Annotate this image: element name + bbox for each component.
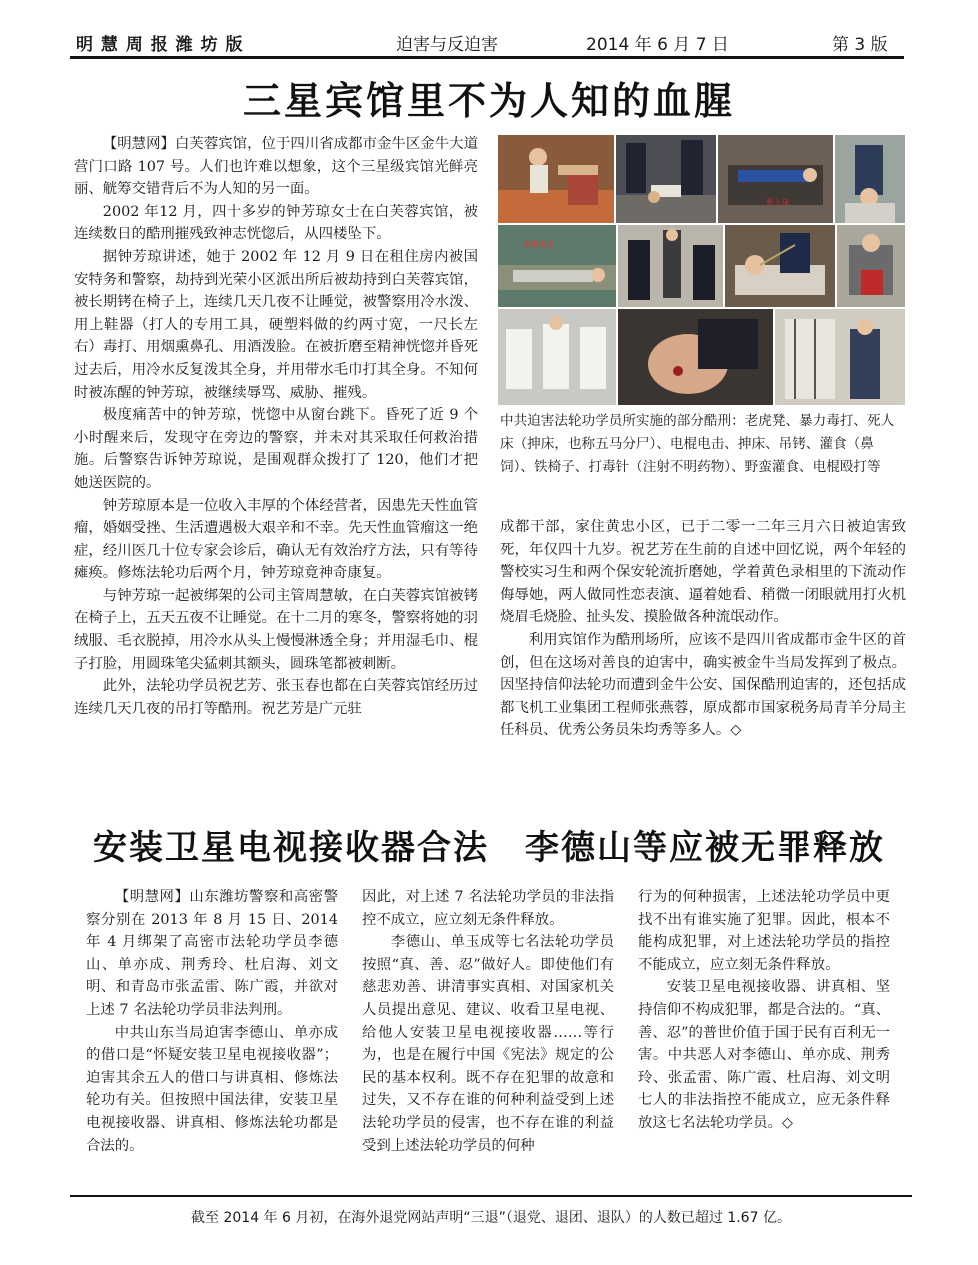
article2-title: 安装卫星电视接收器合法 李德山等应被无罪释放 [93, 828, 885, 868]
article2-paragraph: 安装卫星电视接收器、讲真相、坚持信仰不构成犯罪，都是合法的。“真、善、忍”的普世价值于国于民有百利无一害。中共恶人对李德山、单亦成、荆秀玲、张孟雷、陈广霞、杜启海、刘文明七人的非法指控不能成立，应无条件释放这七名法轮功学员。◇ [638, 979, 890, 1131]
photo-stretching [498, 225, 616, 307]
photo-force-feeding [725, 225, 835, 307]
article2-paragraph: 李德山、单玉成等七名法轮功学员按照“真、善、忍”做好人。即使他们有慈悲劝善、讲清事实真相、对国家机关人员提出意见、建议、收看卫星电视、给他人安装卫星电视接收器……等行为，也是在履行中国《宪法》规定的公民的基本权利。既不存在犯罪的故意和过失，又不存在谁的何种利益受到上述法轮功学员的侵害，也不存在谁的利益受到上述法轮功学员的何种 [362, 934, 614, 1154]
article1-paragraph: 利用宾馆作为酷刑场所，应该不是四川省成都市金牛区的首创，但在这场对善良的迫害中，确实被金牛当局发挥到了极点。因坚持信仰法轮功而遭到金牛公安、国保酷刑迫害的，还包括成都飞机工业集团工程师张燕蓉，原成都市国家税务局青羊分局主任科员、优秀公务员朱均秀等多人。◇ [500, 631, 906, 739]
photo-electric-baton [835, 135, 905, 223]
photo-tiger-bench [498, 135, 614, 223]
article1-column-1 [74, 133, 478, 720]
article1-paragraph: 与钟芳琼一起被绑架的公司主管周慧敏，在白芙蓉宾馆被铐在椅子上，五天五夜不让睡觉。在十二月的寒冬，警察将她的羽绒服、毛衣脱掉，用冷水从头上慢慢淋透全身；并用湿毛巾、棍子打脸，用圆珠笔尖猛刺其额头，圆珠笔都被刺断。 [74, 587, 478, 672]
article2-paragraph: 行为的何种损害，上述法轮功学员中更找不出有谁实施了犯罪。因此，根本不能构成犯罪，对上述法轮功学员的指控不能成立，应立刻无条件释放。 [638, 889, 890, 973]
article1-paragraph: 成都干部，家住黄忠小区，已于二零一二年三月六日被迫害致死，年仅四十九岁。祝艺芳在生前的自述中回忆说，两个年轻的警校实习生和两个保安轮流折磨她，学着黄色录相里的下流动作侮辱她，两人做同性恋表演、逼着她看、稍微一闭眼就用打火机烧眉毛烧脸、扯头发、摸脸做各种流氓动作。 [500, 519, 906, 626]
svg-text:死人床: 死人床 [766, 198, 790, 207]
photo-iron-chair [837, 225, 905, 307]
footer-rule [70, 1195, 912, 1197]
footer-notice: 截至 2014 年 6 月初，在海外退党网站声明“三退”（退党、退团、退队）的人数已超过 1.67 亿。 [191, 1210, 791, 1226]
article1-paragraph: 据钟芳琼讲述，她于 2002 年 12 月 9 日在租住房内被国安特务和警察，劫持到光荣小区派出所后被劫持到白芙蓉宾馆，被长期铐在椅子上，连续几天几夜不让睡觉，被警察用冷水泼、用上鞋器（打人的专用工具，硬塑料做的约两寸宽，一尺长左右）毒打、用烟熏鼻孔、用酒泼脸。在被折磨至精神恍惚并昏死过去后，用冷水反复泼其全身，并用带水毛巾打其全身。不知何时被冻醒的钟芳琼，被继续辱骂、威胁、摧残。 [74, 248, 478, 401]
article1-title: 三星宾馆里不为人知的血腥 [242, 78, 735, 123]
article1-paragraph: 钟芳琼原本是一位收入丰厚的个体经营者，因患先天性血管瘤，婚姻受挫、生活遭遇极大艰辛和不幸。先天性血管瘤这一绝症，经川医几十位专家会诊后，确认无有效治疗方法，只有等待瘫痪。修炼法轮功后两个月，钟芳琼竟神奇康复。 [74, 497, 478, 582]
article2-paragraph: 中共山东当局迫害李德山、单亦成的借口是“怀疑安装卫星电视接收器”；迫害其余五人的借口与讲真相、修炼法轮功有关。但按照中国法律，安装卫星电视接收器、讲真相、修炼法轮功都是合法的。 [86, 1024, 338, 1154]
photo-injection [498, 309, 616, 405]
masthead [72, 30, 904, 54]
page-number: 第 3 版 [832, 35, 888, 55]
article2-column-2 [362, 886, 614, 1157]
article1-paragraph: 极度痛苦中的钟芳琼，恍惚中从窗台跳下。昏死了近 9 个小时醒来后，发现守在旁边的警察，并未对其采取任何救治措施。后警察告诉钟芳琼说，是围观群众拨打了 120，他们才把她送医院的。 [74, 407, 478, 491]
torture-photo-collage [498, 135, 905, 405]
photo-hanging-cuffs [618, 225, 723, 307]
photo-stretching-bed [718, 135, 833, 223]
article1-paragraph: 2002 年12 月，四十多岁的钟芳琼女士在白芙蓉宾馆，被连续数日的酷刑摧残致神志恍惚后，从四楼坠下。 [74, 203, 478, 243]
header-rule [70, 56, 904, 59]
svg-text:电棍电击: 电棍电击 [523, 240, 555, 249]
paper-name: 明 慧 周 报 潍 坊 版 [76, 35, 244, 55]
article1-paragraph: 此外，法轮功学员祝艺芳、张玉春也都在白芙蓉宾馆经历过连续几天几夜的吊打等酷刑。祝艺芳是广元驻 [74, 678, 478, 717]
issue-date: 2014 年 6 月 7 日 [586, 35, 729, 55]
article2-column-3 [638, 886, 890, 1135]
article1-paragraph: 【明慧网】白芙蓉宾馆，位于四川省成都市金牛区金牛大道营门口路 107 号。人们也许难以想象，这个三星级宾馆光鲜亮丽、觥筹交错背后不为人知的另一面。 [74, 136, 478, 198]
article2-column-1 [86, 886, 338, 1157]
section-name: 迫害与反迫害 [396, 35, 498, 55]
article2-paragraph: 【明慧网】山东潍坊警察和高密警察分别在 2013 年 8 月 15 日、2014 年 4 月绑架了高密市法轮功学员李德山、单亦成、荆秀玲、杜启海、刘文明、和青岛市张孟雷、陈广霞，并欲对上述 7 名法轮功学员非法判刑。 [86, 889, 338, 1018]
article1-column-2 [500, 516, 906, 742]
photo-baton-beating [775, 309, 905, 405]
photo-beating [616, 135, 716, 223]
photo-caption: 中共迫害法轮功学员所实施的部分酷刑：老虎凳、暴力毒打、死人床（抻床，也称五马分尸）、电棍电击、抻床、吊铐、灌食（鼻饲）、铁椅子、打毒针（注射不明药物）、野蛮灌食、电棍殴打等 [500, 413, 895, 475]
article2-paragraph: 因此，对上述 7 名法轮功学员的非法指控不成立，应立刻无条件释放。 [362, 889, 614, 928]
photo-brutal-feeding [618, 309, 773, 405]
